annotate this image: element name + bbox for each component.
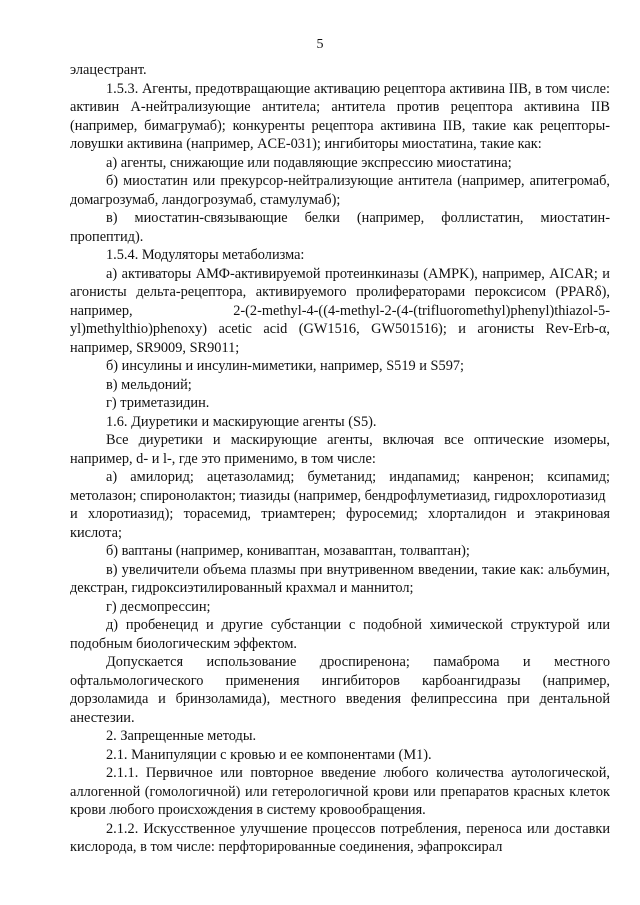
paragraph-2-1-2: 2.1.2. Искусственное улучшение процессов потребления, переноса или доставки кислорода, в том числе: перфторированные соединения, эфапроксирал <box>70 820 610 855</box>
paragraph-continuation: элацестрант. <box>70 62 147 78</box>
section-heading-1-6: 1.6. Диуретики и маскирующие агенты (S5). <box>106 413 377 430</box>
list-item: б) миостатин или прекурсор-нейтрализующие антитела (например, апитегромаб, домагрозумаб, ландогрозумаб, стамулумаб); <box>70 173 610 208</box>
list-item: б) ваптаны (например, кониваптан, мозаваптан, толваптан); <box>106 543 470 559</box>
list-item: а) активаторы АМФ-активируемой протеинкиназы (AMPK), например, AICAR; и агонисты дельта-рецептора, активируемого пролифераторами пероксисом (PPARδ), например, 2-(2-methyl-4-((4-methyl-2-(4-(trifluoromethyl)phenyl)thiazol-5-yl)methylthio)phenoxy) acetic acid (GW1516, GW501516); и агонисты Rev-Erb-α, например, SR9009, SR9011; <box>70 265 610 356</box>
list-item: г) триметазидин. <box>106 395 210 411</box>
page-number: 5 <box>316 37 324 52</box>
section-heading-1-5-4: 1.5.4. Модуляторы метаболизма: <box>106 247 305 263</box>
list-item: в) мельдоний; <box>106 376 192 393</box>
section-heading-2: 2. Запрещенные методы. <box>106 728 257 744</box>
list-item: г) десмопрессин; <box>106 598 211 615</box>
list-item: в) увеличители объема плазмы при внутривенном введении, такие как: альбумин, декстран, гидроксиэтилированный крахмал и маннитол; <box>70 561 610 596</box>
list-item: а) амилорид; ацетазоламид; буметанид; индапамид; канренон; ксипамид; метолазон; спиронолактон; тиазиды (например, бендрофлуметиазид, гидрохлоротиазид <box>70 469 610 504</box>
paragraph-2-1-1: 2.1.1. Первичное или повторное введение любого количества аутологической, аллогенной (гомологичной) или гетерологичной крови или препаратов красных клеток крови любого происхождения в систему кровообращения. <box>70 765 610 818</box>
paragraph: Допускается использование дроспиренона; памаброма и местного офтальмологического применения ингибиторов карбоангидразы (например, дорзоламида и бринзоламида), местного введения фелипрессина при дентальной анестезии. <box>70 654 610 726</box>
list-item: б) инсулины и инсулин-миметики, например, S519 и S597; <box>106 358 465 374</box>
list-item: в) миостатин-связывающие белки (например, фоллистатин, миостатин-пропептид). <box>70 210 610 245</box>
document-body <box>70 61 610 857</box>
list-item-continuation: и хлоротиазид); торасемид, триамтерен; фуросемид; хлорталидон и этакриновая кислота; <box>70 506 610 541</box>
paragraph: Все диуретики и маскирующие агенты, включая все оптические изомеры, например, d- и l-, где это применимо, в том числе: <box>70 432 610 467</box>
section-heading-2-1: 2.1. Манипуляции с кровью и ее компонентами (М1). <box>106 746 432 763</box>
list-item: д) пробенецид и другие субстанции с подобной химической структурой или подобным биологическим эффектом. <box>70 617 610 652</box>
paragraph-1-5-3: 1.5.3. Агенты, предотвращающие активацию рецептора активина IIB, в том числе: активин А-нейтрализующие антитела; антитела против рецептора активина IIB (например, бимагрумаб); конкуренты рецептора активина IIB, такие как рецепторы-ловушки активина (например, ACE-031); ингибиторы миостатина, такие как: <box>70 80 610 152</box>
list-item: а) агенты, снижающие или подавляющие экспрессию миостатина; <box>106 154 512 171</box>
